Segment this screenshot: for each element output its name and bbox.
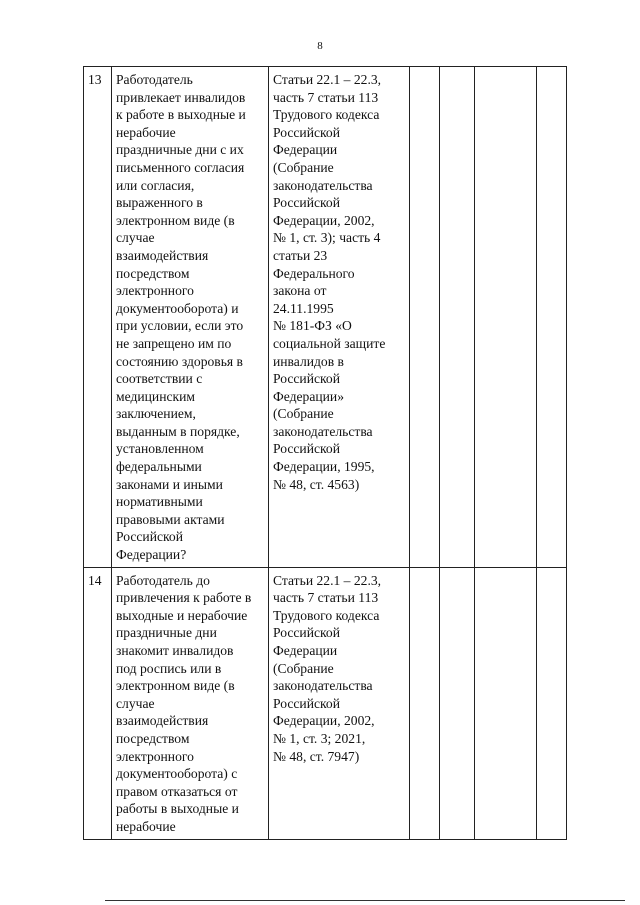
row-number-cell: 14 (84, 567, 112, 839)
note-cell (537, 567, 567, 839)
answer-no-cell (440, 67, 475, 568)
requirement-question-cell: Работодатель привлекает инвалидов к работе в выходные и нерабочие праздничные дни с их письменного согласия или согласия, выраженного в электронном виде (в случае взаимодействия посредством электронного документооборота) и при условии, если это не запрещено им по состоянию здоровья в соответствии с медицинским заключением, выданным в порядке, установленном федеральными законами и иными нормативными правовыми актами Российской Федерации? (112, 67, 269, 568)
table-row (84, 67, 567, 568)
checklist-table (83, 66, 567, 840)
answer-not-applicable-cell (475, 67, 537, 568)
answer-yes-cell (410, 67, 440, 568)
row-number-cell: 13 (84, 67, 112, 568)
page-number: 8 (317, 40, 323, 52)
answer-not-applicable-cell (475, 567, 537, 839)
requirement-question-cell: Работодатель до привлечения к работе в выходные и нерабочие праздничные дни знакомит инвалидов под роспись или в электронном виде (в случае взаимодействия посредством электронного документооборота) с правом отказаться от работы в выходные и нерабочие (112, 567, 269, 839)
legal-reference-cell: Статьи 22.1 – 22.3, часть 7 статьи 113 Трудового кодекса Российской Федерации (Собрание законодательства Российской Федерации, 2002, № 1, ст. 3; 2021, № 48, ст. 7947) (269, 567, 410, 839)
note-cell (537, 67, 567, 568)
page-bottom-edge-line (105, 900, 625, 901)
legal-reference-cell: Статьи 22.1 – 22.3, часть 7 статьи 113 Трудового кодекса Российской Федерации (Собрание законодательства Российской Федерации, 2002, № 1, ст. 3); часть 4 статьи 23 Федерального закона от 24.11.1995 № 181-ФЗ «О социальной защите инвалидов в Российской Федерации» (Собрание законодательства Российской Федерации, 1995, № 48, ст. 4563) (269, 67, 410, 568)
answer-yes-cell (410, 567, 440, 839)
answer-no-cell (440, 567, 475, 839)
table-row (84, 567, 567, 839)
